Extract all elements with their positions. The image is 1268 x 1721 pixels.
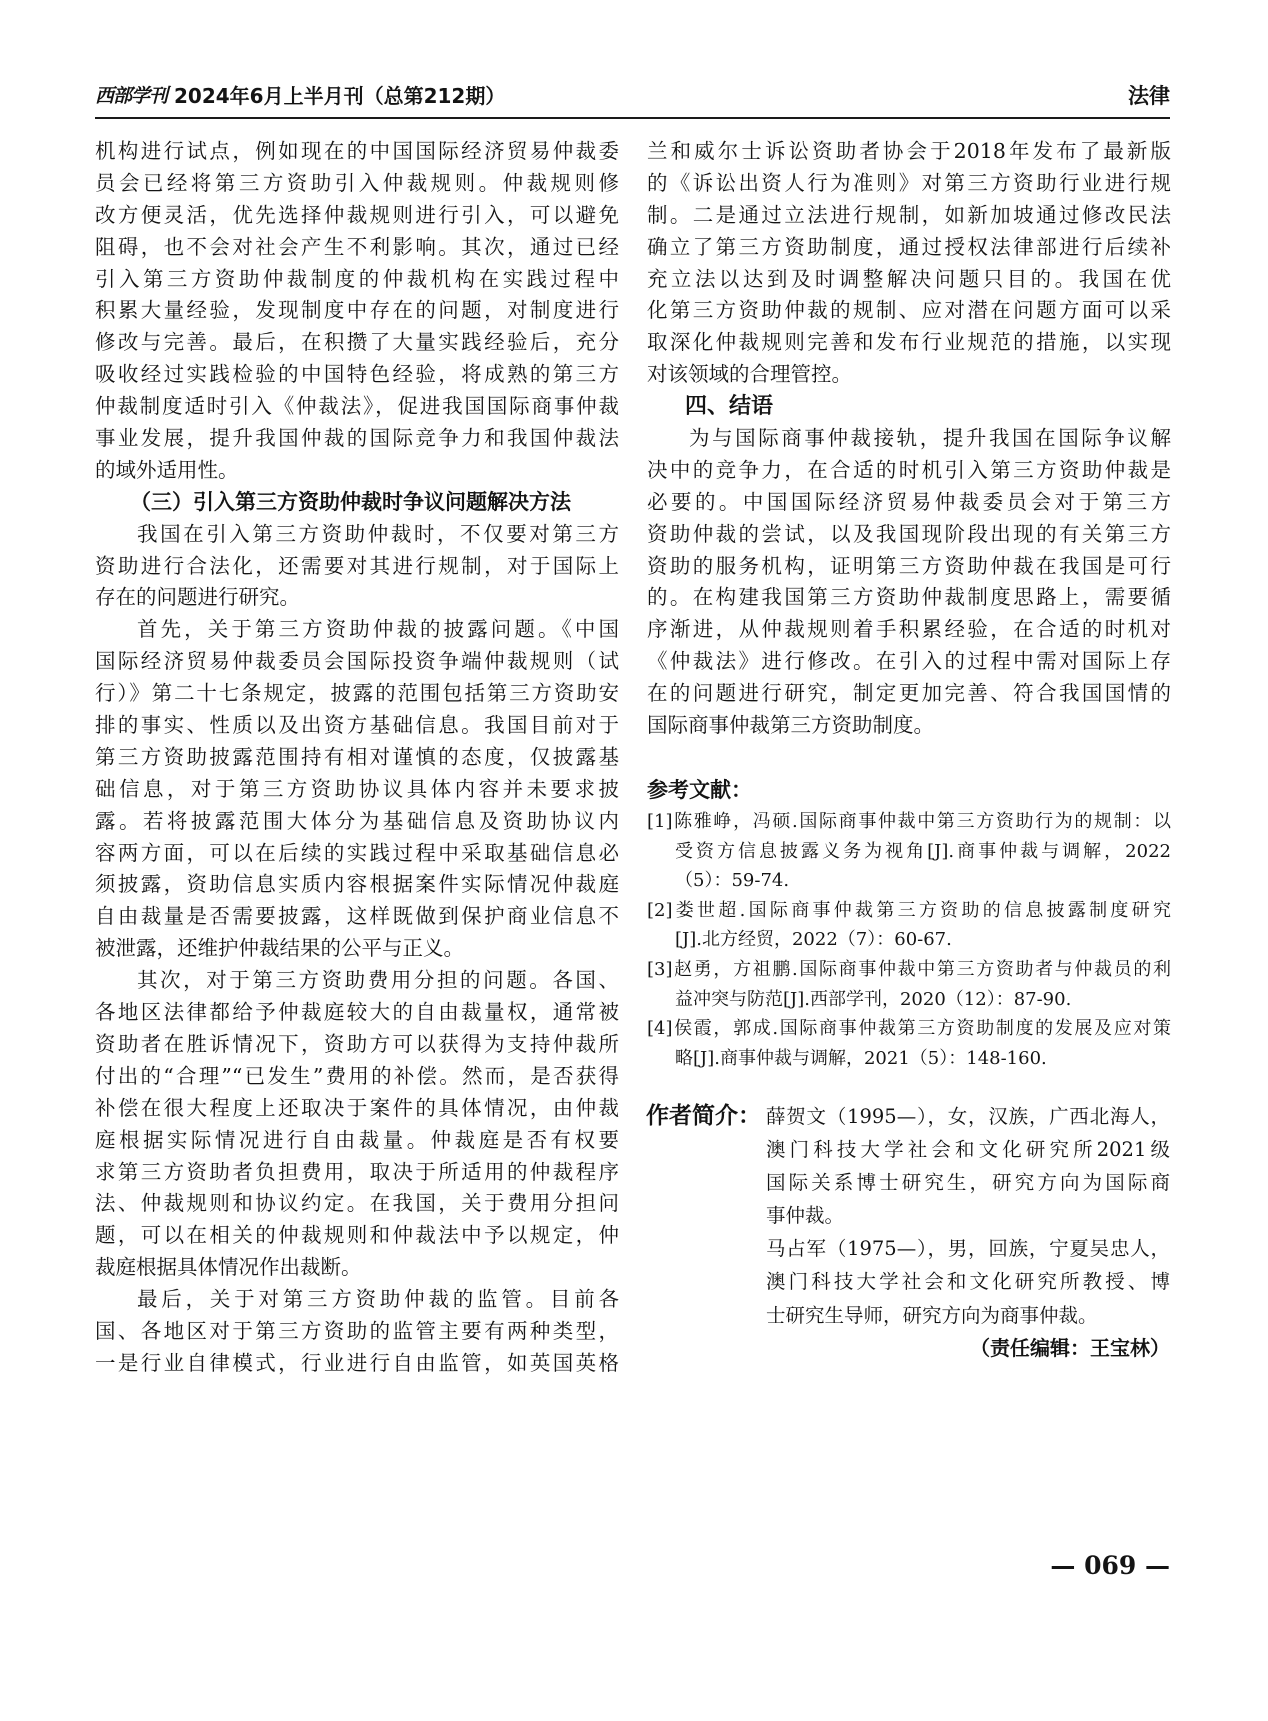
- left-column: [95, 136, 619, 1380]
- section-heading: （三）引入第三方资助仲裁时争议问题解决方法: [130, 489, 571, 514]
- text-line: 资助仲裁的尝试，以及我国现阶段出现的有关第三方: [647, 521, 1171, 546]
- text-line: 确立了第三方资助制度，通过授权法律部进行后续补: [647, 234, 1171, 259]
- text-line: 充立法以达到及时调整解决问题只目的。我国在优: [647, 266, 1171, 291]
- reference-line: [4]侯霞，郭成.国际商事仲裁第三方资助制度的发展及应对策: [647, 1018, 1171, 1040]
- text-line: 的。在构建我国第三方资助仲裁制度思路上，需要循: [647, 585, 1171, 610]
- reference-line: [1]陈雅峥，冯硕.国际商事仲裁中第三方资助行为的规制：以: [647, 811, 1171, 832]
- reference-item: [647, 1014, 1171, 1073]
- text-line: 的域外适用性。: [95, 457, 239, 482]
- text-line: 我国在引入第三方资助仲裁时，不仅要对第三方: [137, 521, 619, 546]
- bio-line: 澳门科技大学社会和文化研究所2021级: [766, 1138, 1170, 1162]
- author-bio: [766, 1232, 1170, 1331]
- reference-line: [2]娄世超.国际商事仲裁第三方资助的信息披露制度研究: [647, 899, 1171, 921]
- paragraph: [95, 614, 619, 965]
- paragraph: [95, 1284, 619, 1380]
- text-line: 最后，关于对第三方资助仲裁的监管。目前各: [137, 1287, 619, 1312]
- responsible-editor: （责任编辑：王宝林）: [970, 1336, 1170, 1360]
- bio-line: 事仲裁。: [766, 1204, 845, 1228]
- text-line: 为与国际商事仲裁接轨，提升我国在国际争议解: [689, 426, 1171, 451]
- text-line: 付出的“合理”“已发生”费用的补偿。然而，是否获得: [95, 1063, 619, 1088]
- text-line: 仲裁制度适时引入《仲裁法》，促进我国国际商事仲裁: [95, 394, 619, 419]
- text-line: 裁庭根据具体情况作出裁断。: [95, 1255, 362, 1280]
- bio-line: 国际关系博士研究生，研究方向为国际商: [766, 1171, 1170, 1195]
- text-line: 庭根据实际情况进行自由裁量。仲裁庭是否有权要: [95, 1127, 619, 1152]
- text-line: 存在的问题进行研究。: [95, 585, 300, 610]
- text-line: 国、各地区对于第三方资助的监管主要有两种类型，: [95, 1318, 619, 1343]
- text-line: 取深化仲裁规则完善和发布行业规范的措施，以实现: [647, 330, 1171, 355]
- issue-info: 2024年6月上半月刊（总第212期）: [174, 84, 506, 108]
- author-bios: [766, 1100, 1170, 1332]
- text-line: 序渐进，从仲裁规则着手积累经验，在合适的时机对: [647, 617, 1171, 642]
- bio-line: 马占军（1975—），男，回族，宁夏吴忠人，: [766, 1237, 1170, 1261]
- reference-item: [647, 955, 1171, 1014]
- journal-logo: 西部学刊: [95, 85, 168, 107]
- text-line: 对该领域的合理管控。: [647, 362, 852, 387]
- text-line: 容两方面，可以在后续的实践过程中采取基础信息必: [95, 840, 619, 865]
- header-rule: [95, 117, 1170, 119]
- reference-line: 受资方信息披露义务为视角[J].商事仲裁与调解，2022: [675, 840, 1171, 862]
- text-line: 修改与完善。最后，在积攒了大量实践经验后，充分: [95, 330, 619, 355]
- reference-item: [647, 807, 1171, 896]
- author-info-label: 作者简介：: [646, 1103, 761, 1129]
- text-line: 补偿在很大程度上还取决于案件的具体情况，由仲裁: [95, 1095, 619, 1120]
- text-line: 础信息，对于第三方资助协议具体内容并未要求披: [95, 776, 619, 801]
- text-line: 求第三方资助者负担费用，取决于所适用的仲裁程序: [95, 1159, 619, 1184]
- reference-line: 略[J].商事仲裁与调解，2021（5）：148-160.: [675, 1047, 1047, 1069]
- text-line: 自由裁量是否需要披露，这样既做到保护商业信息不: [95, 904, 619, 929]
- text-line: 被泄露，还维护仲裁结果的公平与正义。: [95, 936, 464, 961]
- reference-line: （5）：59-74.: [675, 870, 790, 892]
- text-line: 各地区法律都给予仲裁庭较大的自由裁量权，通常被: [95, 1000, 619, 1025]
- paragraph: [647, 136, 1171, 391]
- text-line: 阻碍，也不会对社会产生不利影响。其次，通过已经: [95, 234, 619, 259]
- text-line: 资助者在胜诉情况下，资助方可以获得为支持仲裁所: [95, 1031, 619, 1056]
- text-line: 决中的竞争力，在合适的时机引入第三方资助仲裁是: [647, 457, 1171, 482]
- paragraph: [95, 965, 619, 1284]
- text-line: 须披露，资助信息实质内容根据案件实际情况仲裁庭: [95, 872, 619, 897]
- bio-line: 澳门科技大学社会和文化研究所教授、博: [766, 1270, 1170, 1294]
- references-title: 参考文献：: [647, 778, 752, 802]
- text-line: 必要的。中国国际经济贸易仲裁委员会对于第三方: [647, 489, 1171, 514]
- text-line: 国际经济贸易仲裁委员会国际投资争端仲裁规则（试: [95, 649, 619, 674]
- section-heading: 四、结语: [685, 394, 774, 420]
- text-line: 资助进行合法化，还需要对其进行规制，对于国际上: [95, 553, 619, 578]
- text-line: 露。若将披露范围大体分为基础信息及资助协议内: [95, 808, 619, 833]
- section-name: 法律: [1128, 84, 1170, 108]
- paragraph: [95, 136, 619, 487]
- text-line: 改方便灵活，优先选择仲裁规则进行引入，可以避免: [95, 202, 619, 227]
- text-line: 题，可以在相关的仲裁规则和仲裁法中予以规定，仲: [95, 1223, 619, 1248]
- bio-line: 薛贺文（1995—），女，汉族，广西北海人，: [766, 1105, 1170, 1128]
- text-line: 事业发展，提升我国仲裁的国际竞争力和我国仲裁法: [95, 426, 619, 451]
- text-line: 吸收经过实践检验的中国特色经验，将成熟的第三方: [95, 362, 619, 387]
- reference-list: [647, 807, 1171, 1073]
- text-line: 兰和威尔士诉讼资助者协会于2018年发布了最新版: [647, 139, 1171, 163]
- right-column: [647, 136, 1171, 742]
- paragraph: [95, 519, 619, 615]
- text-line: 员会已经将第三方资助引入仲裁规则。仲裁规则修: [95, 170, 619, 195]
- text-line: 积累大量经验，发现制度中存在的问题，对制度进行: [95, 298, 619, 323]
- text-line: 一是行业自律模式，行业进行自由监管，如英国英格: [95, 1350, 619, 1375]
- text-line: 资助的服务机构，证明第三方资助仲裁在我国是可行: [647, 553, 1171, 578]
- reference-item: [647, 896, 1171, 955]
- author-bio: [766, 1100, 1170, 1232]
- text-line: 《仲裁法》进行修改。在引入的过程中需对国际上存: [647, 649, 1171, 674]
- text-line: 化第三方资助仲裁的规制、应对潜在问题方面可以采: [647, 298, 1171, 323]
- text-line: 的《诉讼出资人行为准则》对第三方资助行业进行规: [647, 170, 1171, 195]
- reference-line: [J].北方经贸，2022（7）：60-67.: [675, 929, 952, 951]
- text-line: 首先，关于第三方资助仲裁的披露问题。《中国: [137, 617, 619, 642]
- text-line: 第三方资助披露范围持有相对谨慎的态度，仅披露基: [95, 744, 619, 769]
- bio-line: 士研究生导师，研究方向为商事仲裁。: [766, 1303, 1098, 1327]
- text-line: 在的问题进行研究，制定更加完善、符合我国国情的: [647, 681, 1171, 706]
- text-line: 排的事实、性质以及出资方基础信息。我国目前对于: [95, 713, 619, 738]
- text-line: 法、仲裁规则和协议约定。在我国，关于费用分担问: [95, 1191, 619, 1216]
- text-line: 引入第三方资助仲裁制度的仲裁机构在实践过程中: [95, 266, 619, 291]
- reference-line: 益冲突与防范[J].西部学刊，2020（12）：87-90.: [675, 988, 1072, 1010]
- reference-line: [3]赵勇，方祖鹏.国际商事仲裁中第三方资助者与仲裁员的利: [647, 958, 1171, 980]
- page-number: — 069 —: [1050, 1551, 1170, 1580]
- text-line: 机构进行试点，例如现在的中国国际经济贸易仲裁委: [95, 139, 619, 163]
- text-line: 其次，对于第三方资助费用分担的问题。各国、: [137, 968, 619, 993]
- text-line: 国际商事仲裁第三方资助制度。: [647, 713, 934, 738]
- text-line: 制。二是通过立法进行规制，如新加坡通过修改民法: [647, 202, 1171, 227]
- text-line: 行）》第二十七条规定，披露的范围包括第三方资助安: [95, 681, 619, 706]
- paragraph: [647, 423, 1171, 742]
